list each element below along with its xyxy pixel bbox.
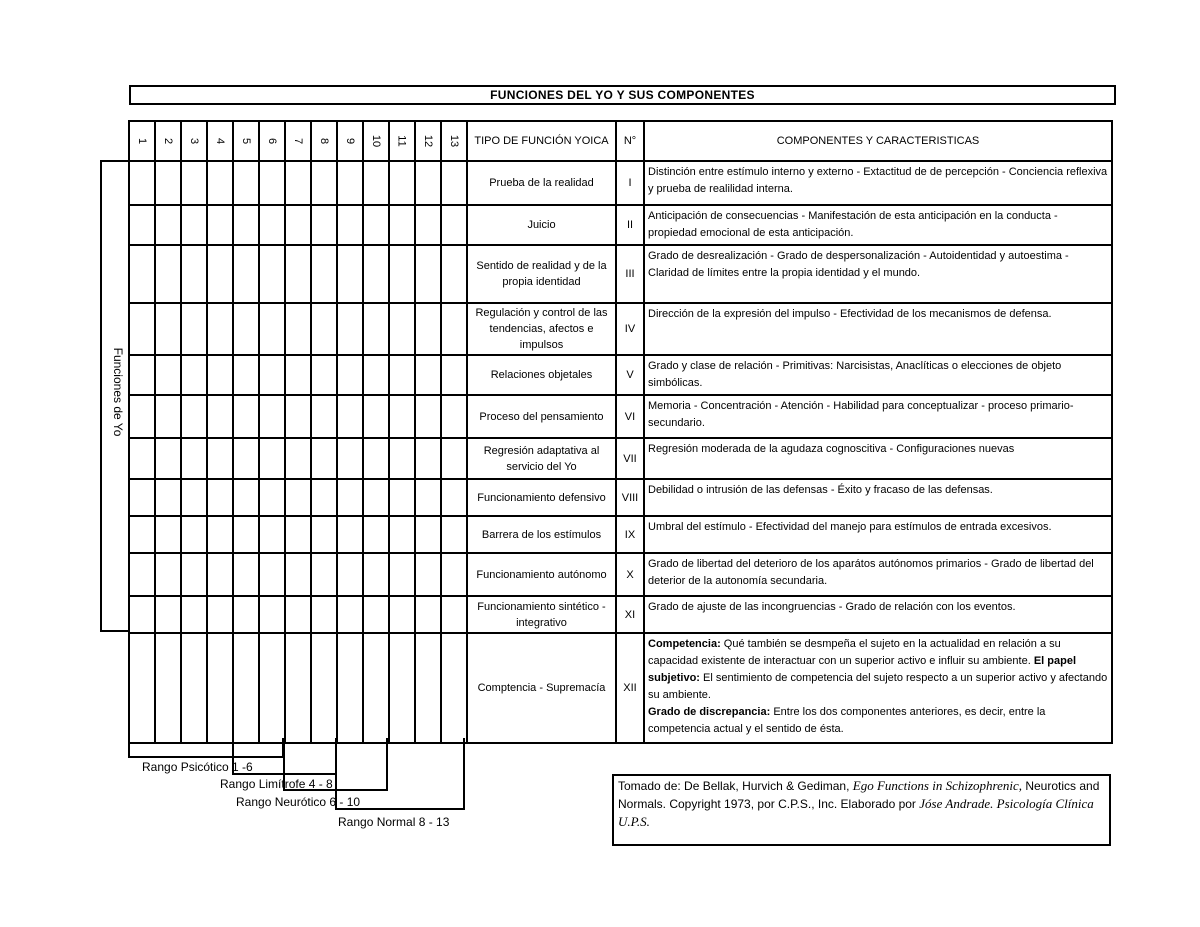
score-cell[interactable] — [363, 395, 389, 438]
score-cell[interactable] — [207, 438, 233, 479]
source-text: Neurotics and Normals. Copyright 1973, por C.P.S., Inc. Elaborado por — [618, 779, 1100, 811]
table-row — [129, 161, 1112, 205]
range-line — [463, 738, 465, 810]
scale-header-9: 9 — [337, 121, 363, 161]
score-cell[interactable] — [155, 596, 181, 633]
score-cell[interactable] — [389, 438, 415, 479]
score-cell[interactable] — [285, 161, 311, 205]
score-cell[interactable] — [129, 161, 155, 205]
score-cell[interactable] — [363, 161, 389, 205]
score-cell[interactable] — [129, 438, 155, 479]
score-cell[interactable] — [441, 553, 467, 596]
score-cell[interactable] — [337, 516, 363, 553]
source-book-title: Ego Functions in Schizophrenic, — [852, 778, 1022, 793]
score-cell[interactable] — [181, 205, 207, 245]
score-cell[interactable] — [415, 355, 441, 395]
score-cell[interactable] — [285, 479, 311, 516]
score-cell[interactable] — [441, 516, 467, 553]
score-cell[interactable] — [259, 633, 285, 743]
function-type: Funcionamiento sintético - integrativo — [467, 596, 616, 633]
score-cell[interactable] — [207, 516, 233, 553]
function-number: IV — [616, 303, 644, 355]
score-cell[interactable] — [207, 355, 233, 395]
score-cell[interactable] — [155, 161, 181, 205]
function-type: Sentido de realidad y de la propia identidad — [467, 245, 616, 303]
function-type: Juicio — [467, 205, 616, 245]
score-cell[interactable] — [389, 516, 415, 553]
score-cell[interactable] — [285, 205, 311, 245]
score-cell[interactable] — [311, 479, 337, 516]
table-row — [129, 553, 1112, 596]
score-cell[interactable] — [389, 553, 415, 596]
score-cell[interactable] — [415, 303, 441, 355]
score-cell[interactable] — [233, 303, 259, 355]
function-number: XI — [616, 596, 644, 633]
range-normal-label: Rango Normal 8 - 13 — [338, 815, 450, 829]
score-cell[interactable] — [129, 516, 155, 553]
score-cell[interactable] — [311, 245, 337, 303]
score-cell[interactable] — [415, 553, 441, 596]
score-cell[interactable] — [233, 161, 259, 205]
table-header-row — [129, 121, 1112, 161]
score-cell[interactable] — [233, 553, 259, 596]
score-cell[interactable] — [311, 553, 337, 596]
score-cell[interactable] — [337, 596, 363, 633]
table-row — [129, 355, 1112, 395]
component-heading: Competencia: — [648, 638, 721, 650]
score-cell[interactable] — [415, 633, 441, 743]
score-cell[interactable] — [155, 205, 181, 245]
function-components: Grado de ajuste de las incongruencias - Grado de relación con los eventos. — [644, 596, 1112, 633]
score-cell[interactable] — [363, 205, 389, 245]
range-limitrofe-label: Rango Limítrofe 4 - 8 — [220, 777, 333, 791]
component-text: Entre los dos componentes anteriores, es decir, entre la competencia actual y el sentido de ésta. — [648, 706, 1046, 735]
score-cell[interactable] — [311, 303, 337, 355]
score-cell[interactable] — [259, 161, 285, 205]
score-cell[interactable] — [181, 161, 207, 205]
score-cell[interactable] — [441, 205, 467, 245]
scale-header-13: 13 — [441, 121, 467, 161]
score-cell[interactable] — [233, 395, 259, 438]
score-cell[interactable] — [181, 355, 207, 395]
source-note — [612, 774, 1111, 846]
score-cell[interactable] — [389, 355, 415, 395]
score-cell[interactable] — [129, 245, 155, 303]
score-cell[interactable] — [363, 303, 389, 355]
score-cell[interactable] — [181, 553, 207, 596]
table-row — [129, 303, 1112, 355]
range-line — [128, 738, 130, 758]
function-number: II — [616, 205, 644, 245]
score-cell[interactable] — [285, 395, 311, 438]
table-row — [129, 438, 1112, 479]
score-cell[interactable] — [337, 395, 363, 438]
score-cell[interactable] — [441, 479, 467, 516]
scale-header-5: 5 — [233, 121, 259, 161]
score-cell[interactable] — [441, 355, 467, 395]
score-cell[interactable] — [415, 479, 441, 516]
table-row — [129, 245, 1112, 303]
score-cell[interactable] — [285, 596, 311, 633]
score-cell[interactable] — [389, 245, 415, 303]
score-cell[interactable] — [181, 303, 207, 355]
score-cell[interactable] — [285, 245, 311, 303]
header-componentes: COMPONENTES Y CARACTERISTICAS — [644, 121, 1112, 161]
score-cell[interactable] — [441, 161, 467, 205]
function-number: V — [616, 355, 644, 395]
scale-header-8: 8 — [311, 121, 337, 161]
scale-header-10: 10 — [363, 121, 389, 161]
score-cell[interactable] — [233, 479, 259, 516]
score-cell[interactable] — [181, 245, 207, 303]
page-title: FUNCIONES DEL YO Y SUS COMPONENTES — [129, 85, 1116, 105]
function-type: Comptencia - Supremacía — [467, 633, 616, 743]
score-cell[interactable] — [129, 395, 155, 438]
function-components: Distinción entre estímulo interno y externo - Extactitud de de percepción - Conciencia reflexiva y prueba de realilidad interna. — [644, 161, 1112, 205]
score-cell[interactable] — [311, 355, 337, 395]
source-text: Tomado de: De Bellak, Hurvich & Gediman, — [618, 779, 853, 793]
score-cell[interactable] — [155, 633, 181, 743]
score-cell[interactable] — [389, 205, 415, 245]
function-components: Debilidad o intrusión de las defensas - Éxito y fracaso de las defensas. — [644, 479, 1112, 516]
score-cell[interactable] — [129, 553, 155, 596]
range-line — [386, 738, 388, 791]
score-cell[interactable] — [337, 633, 363, 743]
score-cell[interactable] — [285, 438, 311, 479]
table-row — [129, 205, 1112, 245]
scale-header-7: 7 — [285, 121, 311, 161]
score-cell[interactable] — [363, 596, 389, 633]
score-cell[interactable] — [311, 516, 337, 553]
score-cell[interactable] — [129, 355, 155, 395]
score-cell[interactable] — [259, 303, 285, 355]
score-cell[interactable] — [207, 596, 233, 633]
function-number: VI — [616, 395, 644, 438]
component-heading: El papel subjetivo: — [648, 655, 1077, 684]
score-cell[interactable] — [233, 245, 259, 303]
score-cell[interactable] — [311, 438, 337, 479]
function-components: Grado de desrealización - Grado de despersonalización - Autoidentidad y autoestima - Claridad de límites entre la propia identidad y el mundo. — [644, 245, 1112, 303]
score-cell[interactable] — [259, 438, 285, 479]
score-cell[interactable] — [155, 516, 181, 553]
component-heading: Grado de discrepancia: — [648, 706, 771, 718]
scale-header-3: 3 — [181, 121, 207, 161]
score-cell[interactable] — [259, 355, 285, 395]
score-cell[interactable] — [207, 161, 233, 205]
score-cell[interactable] — [233, 596, 259, 633]
function-type: Regulación y control de las tendencias, afectos e impulsos — [467, 303, 616, 355]
score-cell[interactable] — [181, 438, 207, 479]
function-components: Memoria - Concentración - Atención - Habilidad para conceptualizar - proceso primario-secundario. — [644, 395, 1112, 438]
source-author: Jóse Andrade. Psicología Clínica U.P.S. — [618, 796, 1094, 829]
scale-header-1: 1 — [129, 121, 155, 161]
score-cell[interactable] — [207, 633, 233, 743]
score-cell[interactable] — [363, 438, 389, 479]
function-components: Grado y clase de relación - Primitivas: Narcisistas, Anaclíticas o elecciones de objeto simbólicas. — [644, 355, 1112, 395]
score-cell[interactable] — [181, 633, 207, 743]
function-number: VII — [616, 438, 644, 479]
score-cell[interactable] — [259, 596, 285, 633]
scale-header-12: 12 — [415, 121, 441, 161]
score-cell[interactable] — [129, 205, 155, 245]
score-cell[interactable] — [363, 633, 389, 743]
score-cell[interactable] — [415, 205, 441, 245]
table-row — [129, 633, 1112, 743]
score-cell[interactable] — [207, 205, 233, 245]
function-components: Dirección de la expresión del impulso - Efectividad de los mecanismos de defensa. — [644, 303, 1112, 355]
score-cell[interactable] — [415, 516, 441, 553]
score-cell[interactable] — [155, 245, 181, 303]
function-type: Relaciones objetales — [467, 355, 616, 395]
score-cell[interactable] — [415, 161, 441, 205]
table-row — [129, 479, 1112, 516]
score-cell[interactable] — [155, 438, 181, 479]
score-cell[interactable] — [337, 161, 363, 205]
score-cell[interactable] — [129, 479, 155, 516]
score-cell[interactable] — [155, 479, 181, 516]
range-neurotico-label: Rango Neurótico 6 - 10 — [236, 795, 361, 809]
score-cell[interactable] — [311, 161, 337, 205]
score-cell[interactable] — [129, 633, 155, 743]
score-cell[interactable] — [337, 553, 363, 596]
score-cell[interactable] — [415, 596, 441, 633]
function-number: X — [616, 553, 644, 596]
score-cell[interactable] — [311, 205, 337, 245]
function-number: VIII — [616, 479, 644, 516]
score-cell[interactable] — [363, 553, 389, 596]
function-components — [644, 633, 1112, 743]
score-cell[interactable] — [311, 395, 337, 438]
score-cell[interactable] — [155, 303, 181, 355]
function-type: Proceso del pensamiento — [467, 395, 616, 438]
score-cell[interactable] — [181, 596, 207, 633]
score-cell[interactable] — [337, 479, 363, 516]
scale-header-2: 2 — [155, 121, 181, 161]
score-cell[interactable] — [337, 205, 363, 245]
score-cell[interactable] — [389, 633, 415, 743]
score-cell[interactable] — [259, 479, 285, 516]
score-cell[interactable] — [129, 303, 155, 355]
score-cell[interactable] — [441, 303, 467, 355]
table-row — [129, 395, 1112, 438]
function-type: Funcionamiento autónomo — [467, 553, 616, 596]
score-cell[interactable] — [441, 596, 467, 633]
component-text: Qué también se desmpeña el sujeto en la actualidad en relación a su capacidad existente de interactuar con un superior activo e influir su ambiente. — [648, 638, 1061, 667]
side-label: Funciones de Yo — [111, 347, 125, 437]
score-cell[interactable] — [311, 596, 337, 633]
score-cell[interactable] — [207, 303, 233, 355]
score-cell[interactable] — [129, 596, 155, 633]
ego-functions-table — [128, 120, 1113, 744]
score-cell[interactable] — [155, 395, 181, 438]
component-text: El sentimiento de competencia del sujeto respecto a un superior activo y afectando su ambiente. — [648, 672, 1108, 701]
score-cell[interactable] — [389, 479, 415, 516]
score-cell[interactable] — [259, 205, 285, 245]
score-cell[interactable] — [285, 303, 311, 355]
score-cell[interactable] — [207, 245, 233, 303]
function-type: Funcionamiento defensivo — [467, 479, 616, 516]
function-type: Barrera de los estímulos — [467, 516, 616, 553]
score-cell[interactable] — [389, 395, 415, 438]
score-cell[interactable] — [441, 395, 467, 438]
scale-header-6: 6 — [259, 121, 285, 161]
score-cell[interactable] — [233, 633, 259, 743]
score-cell[interactable] — [441, 438, 467, 479]
score-cell[interactable] — [259, 553, 285, 596]
range-psicotico-label: Rango Psicótico 1 -6 — [142, 760, 253, 774]
score-cell[interactable] — [363, 516, 389, 553]
score-cell[interactable] — [415, 438, 441, 479]
score-cell[interactable] — [285, 553, 311, 596]
score-cell[interactable] — [285, 516, 311, 553]
score-cell[interactable] — [389, 596, 415, 633]
score-cell[interactable] — [155, 553, 181, 596]
score-cell[interactable] — [207, 395, 233, 438]
range-line — [128, 756, 284, 758]
table-row — [129, 516, 1112, 553]
score-cell[interactable] — [233, 438, 259, 479]
function-number: XII — [616, 633, 644, 743]
score-cell[interactable] — [389, 303, 415, 355]
function-components: Regresión moderada de la agudaza cognoscitiva - Configuraciones nuevas — [644, 438, 1112, 479]
score-cell[interactable] — [285, 633, 311, 743]
score-cell[interactable] — [181, 516, 207, 553]
score-cell[interactable] — [259, 395, 285, 438]
function-number: I — [616, 161, 644, 205]
score-cell[interactable] — [233, 355, 259, 395]
scale-header-11: 11 — [389, 121, 415, 161]
score-cell[interactable] — [181, 479, 207, 516]
score-cell[interactable] — [337, 303, 363, 355]
header-num: N° — [616, 121, 644, 161]
function-components: Grado de libertad del deterioro de los aparátos autónomos primarios - Grado de libertad del deterior de la autonomía secundaria. — [644, 553, 1112, 596]
score-cell[interactable] — [389, 161, 415, 205]
function-components: Umbral del estímulo - Efectividad del manejo para estímulos de entrada excesivos. — [644, 516, 1112, 553]
function-number: III — [616, 245, 644, 303]
score-cell[interactable] — [415, 245, 441, 303]
score-cell[interactable] — [311, 633, 337, 743]
function-type: Prueba de la realidad — [467, 161, 616, 205]
score-cell[interactable] — [207, 553, 233, 596]
score-cell[interactable] — [337, 245, 363, 303]
score-cell[interactable] — [441, 245, 467, 303]
score-cell[interactable] — [259, 245, 285, 303]
score-cell[interactable] — [337, 438, 363, 479]
score-cell[interactable] — [415, 395, 441, 438]
scale-header-4: 4 — [207, 121, 233, 161]
function-components: Anticipación de consecuencias - Manifestación de esta anticipación en la conducta - propiedad emocional de esta anticipación. — [644, 205, 1112, 245]
header-tipo: TIPO DE FUNCIÓN YOICA — [467, 121, 616, 161]
score-cell[interactable] — [363, 479, 389, 516]
score-cell[interactable] — [259, 516, 285, 553]
score-cell[interactable] — [233, 516, 259, 553]
score-cell[interactable] — [207, 479, 233, 516]
score-cell[interactable] — [363, 355, 389, 395]
score-cell[interactable] — [337, 355, 363, 395]
score-cell[interactable] — [233, 205, 259, 245]
score-cell[interactable] — [155, 355, 181, 395]
score-cell[interactable] — [363, 245, 389, 303]
score-cell[interactable] — [441, 633, 467, 743]
score-cell[interactable] — [285, 355, 311, 395]
function-type: Regresión adaptativa al servicio del Yo — [467, 438, 616, 479]
score-cell[interactable] — [181, 395, 207, 438]
function-number: IX — [616, 516, 644, 553]
table-row — [129, 596, 1112, 633]
